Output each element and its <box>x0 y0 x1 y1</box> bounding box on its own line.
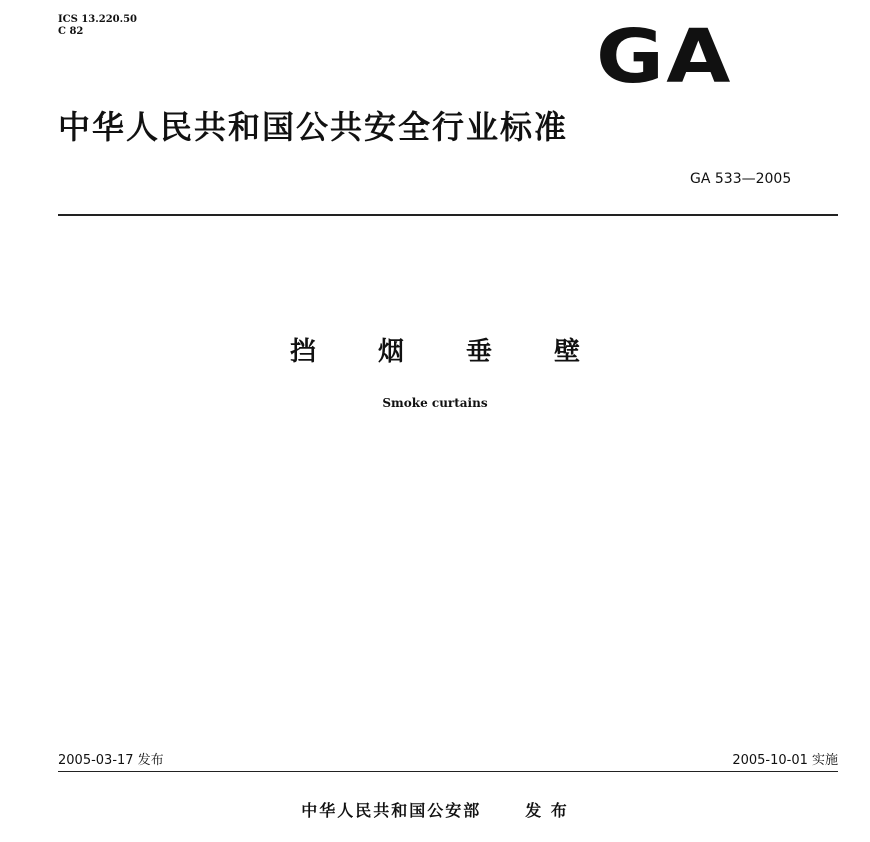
issuer-action: 发 布 <box>525 801 569 820</box>
bottom-divider <box>58 771 838 772</box>
issuer-name: 中华人民共和国公安部 <box>301 801 482 820</box>
standard-number: GA 533—2005 <box>690 171 792 187</box>
ccs-code: C 82 <box>58 26 84 37</box>
top-divider <box>58 214 838 216</box>
issuer-line <box>0 800 870 822</box>
document-title-chinese: 挡烟垂壁 <box>289 337 642 367</box>
issue-date: 2005-03-17 发布 <box>58 753 164 768</box>
ics-code: ICS 13.220.50 <box>58 14 138 25</box>
ga-logo: GA <box>596 14 733 100</box>
organization-title: 中华人民共和国公共安全行业标准 <box>58 108 569 146</box>
effective-date: 2005-10-01 实施 <box>732 753 838 768</box>
classification-codes <box>58 14 137 38</box>
document-title-english: Smoke curtains <box>382 396 488 410</box>
